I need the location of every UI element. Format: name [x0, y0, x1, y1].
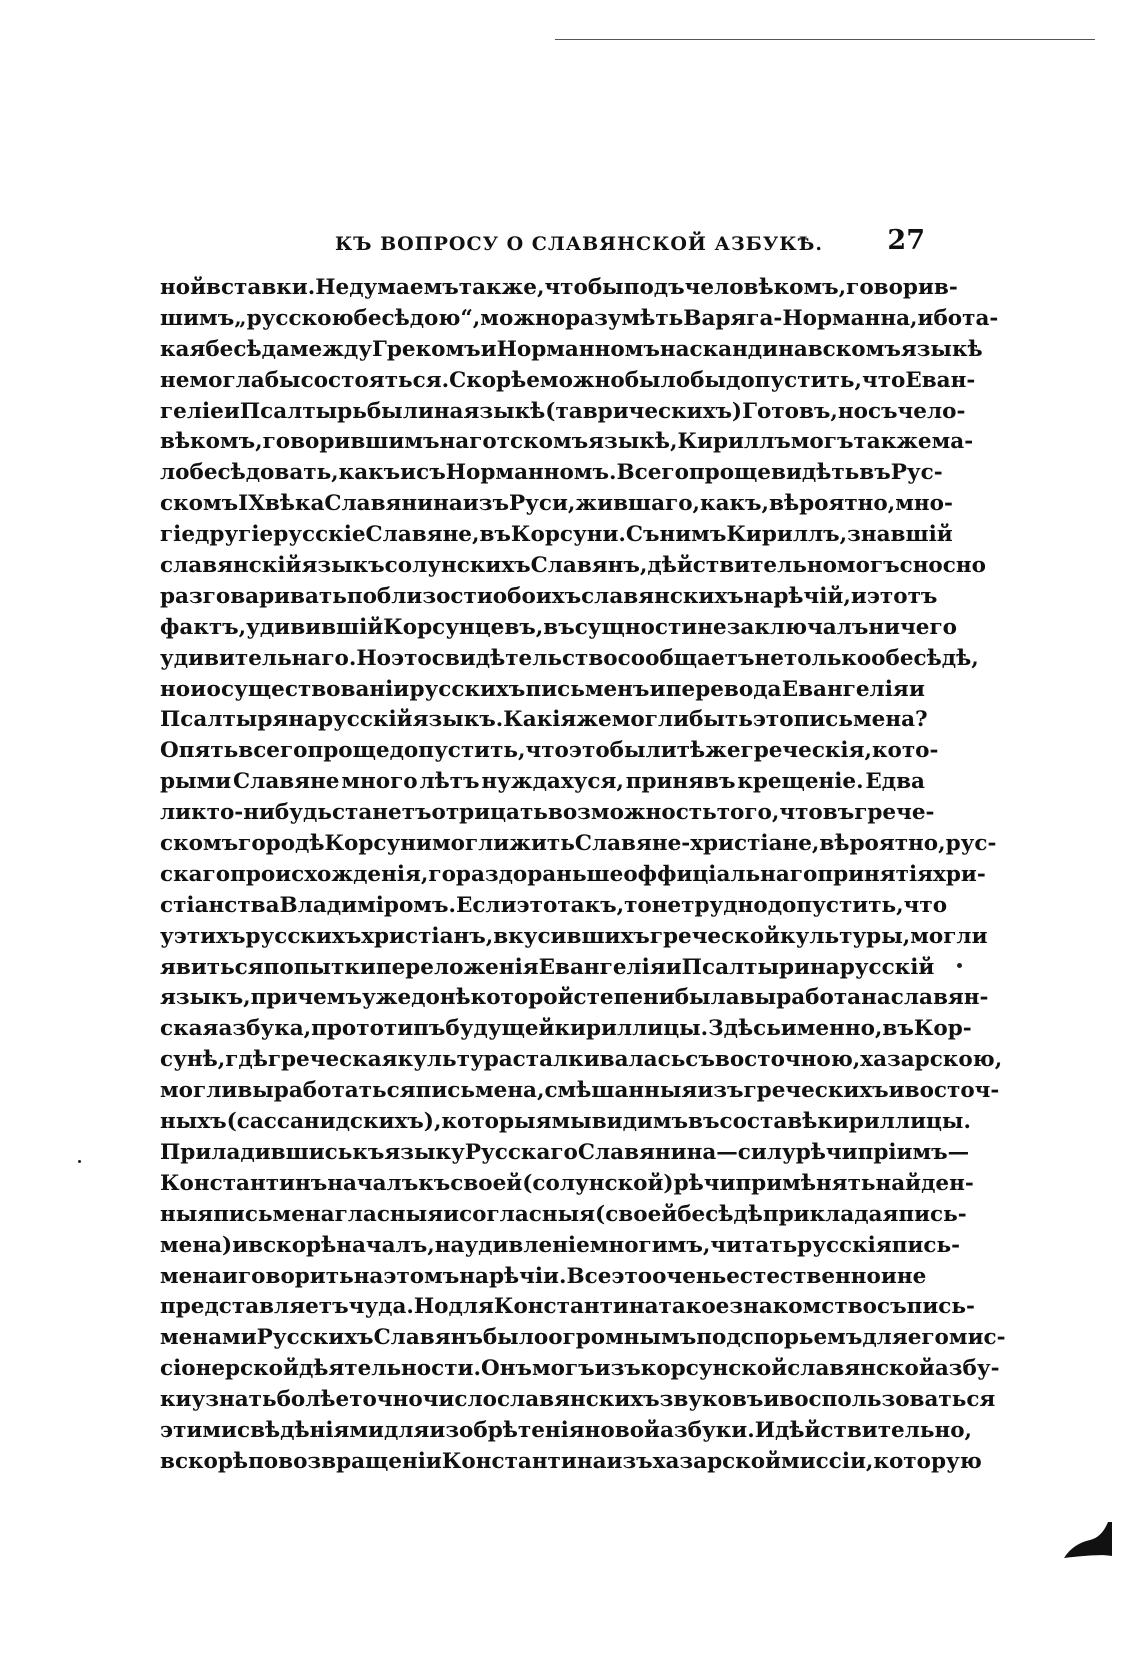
running-title: КЪ ВОПРОСУ О СЛАВЯНСКОЙ АЗБУКѢ. [335, 233, 823, 255]
text-line: стіанства Владиміромъ. Если это такъ, то не трудно допустить, что [160, 892, 948, 918]
text-line: геліе и Псалтырь были на языкѣ (таврическихъ) Готовъ, но съ чело- [160, 398, 966, 424]
book-page [160, 225, 1006, 1478]
text-line: могли выработаться письмена, смѣшанныя изъ греческихъ и восточ- [160, 1078, 1000, 1104]
text-line: шимъ „русскою бесѣдою“, можно разумѣть Варяга-Норманна, ибо та- [160, 305, 999, 331]
text-line: скомъ городѣ Корсуни могли жить Славяне-христіане, вѣроятно, рус- [160, 831, 997, 857]
text-line: ныхъ (сассанидскихъ), которыя мы видимъ въ составѣ кириллицы. [160, 1109, 971, 1135]
text-line: ли кто-нибудь станетъ отрицать возможность того, что въ грече- [160, 800, 935, 826]
text-line: гіе другіе русскіе Славяне, въ Корсуни. Съ нимъ Кириллъ, знавшій [160, 522, 953, 548]
text-line: Псалтыря на русскій языкъ. Какія же могли быть это письмена? [160, 707, 928, 733]
text-line: мена и говорить на этомъ нарѣчіи. Все это очень естественно и не [160, 1263, 927, 1289]
text-line: Опять всего проще допустить, что это были тѣ же греческія, кото- [160, 738, 939, 764]
scan-speck [957, 963, 962, 968]
text-line: не могла бы состояться. Скорѣе можно было бы допустить, что Еван- [160, 367, 976, 393]
text-line: вѣкомъ, говорившимъ на готскомъ языкѣ, Кириллъ могъ также ма- [160, 429, 974, 455]
top-rule [555, 39, 1095, 40]
text-line: рыми Славяне много лѣтъ нуждахуся, принявъ крещеніе. Едва [160, 769, 925, 795]
text-line: сунѣ, гдѣ греческая культура сталкивалась съ восточною, хазарскою, [160, 1047, 1003, 1073]
text-line: но и о существованіи русскихъ письменъ и перевода Евангелія и [160, 676, 925, 702]
text-line: явиться попытки переложенія Евангелія и Псалтыри на русскій [160, 954, 935, 980]
text-line: этими свѣдѣніями для изобрѣтенія новой азбуки. И дѣйствительно, [160, 1417, 973, 1443]
text-line: кая бесѣда между Грекомъ и Норманномъ на скандинавскомъ языкѣ [160, 336, 983, 362]
text-line: ныя письмена гласныя и согласныя (своей бесѣдѣ прикладая пись- [160, 1201, 967, 1227]
text-line: ло бесѣдовать, какъ и съ Норманномъ. Всего проще видѣть въ Рус- [160, 460, 943, 486]
text-line: фактъ, удивившій Корсунцевъ, въ сущности не заключалъ ничего [160, 614, 958, 640]
text-line: скомъ IX вѣка Славянина изъ Руси, жившаго, какъ, вѣроятно, мно- [160, 491, 953, 517]
text-line: ной вставки. Не думаемъ также, чтобы подъ человѣкомъ, говорив- [160, 275, 958, 300]
text-line: Приладившись къ языку Русскаго Славянина — силу рѣчи пріимъ — [160, 1139, 970, 1165]
text-line: мена) и вскорѣ началъ, на удивленіе многимъ, читать русскія пись- [160, 1232, 961, 1258]
text-line: славянскій языкъ солунскихъ Славянъ, дѣйствительно могъ сносно [160, 553, 986, 579]
page-number: 27 [887, 225, 925, 256]
text-line: представляетъ чуда. Но для Константина такое знакомство съ пись- [160, 1294, 975, 1320]
scan-speck [78, 1160, 81, 1163]
text-line: Константинъ началъ къ своей (солунской) рѣчи примѣнять найден- [160, 1170, 974, 1196]
body-text [160, 273, 1006, 1478]
text-line: разговаривать по близости обоихъ славянскихъ нарѣчій, и этотъ [160, 583, 938, 609]
running-head [160, 225, 925, 267]
text-line: у этихъ русскихъ христіанъ, вкусившихъ греческой культуры, могли [160, 923, 988, 949]
text-line: вскорѣ по возвращеніи Константина изъ хазарской миссіи, которую [160, 1448, 982, 1474]
text-line: сіонерской дѣятельности. Онъ могъ изъ корсунской славянской азбу- [160, 1356, 1000, 1382]
text-line: менами Русскихъ Славянъ было огромнымъ подспорьемъ для его мис- [160, 1325, 1006, 1351]
text-line: ская азбука, прототипъ будущей кириллицы. Здѣсь именно, въ Кор- [160, 1016, 972, 1042]
text-line: языкъ, при чемъ уже до нѣкоторой степени была выработана славян- [160, 985, 989, 1011]
text-line: ки узнать болѣе точно число славянскихъ звуковъ и воспользоваться [160, 1387, 996, 1413]
text-line: скаго происхожденія, гораздо раньше оффиціальнаго принятія хри- [160, 861, 986, 887]
page-corner-mark [1060, 1518, 1120, 1560]
text-line: удивительнаго. Но это свидѣтельство сообщаетъ не только о бесѣдѣ, [160, 645, 979, 671]
